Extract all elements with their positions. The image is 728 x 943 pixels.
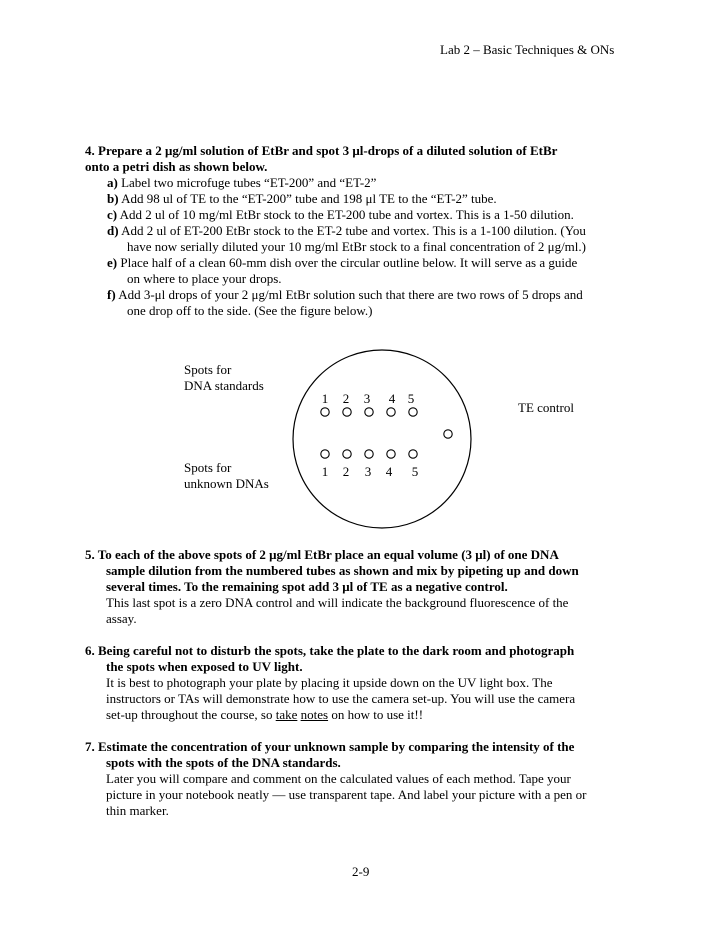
step7-line5: thin marker. — [106, 803, 169, 818]
standard-spot — [365, 408, 373, 416]
unknown-spot — [387, 450, 395, 458]
standards-label-line1: Spots for — [184, 362, 232, 377]
text-segment: on how to use it!! — [328, 707, 424, 722]
step6-line5 — [106, 707, 423, 723]
item-letter: a) — [107, 175, 118, 190]
step4-item-a — [107, 175, 376, 191]
unknown-spot — [365, 450, 373, 458]
item-letter: c) — [107, 207, 118, 222]
underlined-take: take — [275, 707, 298, 722]
standard-spot — [409, 408, 417, 416]
step7-line2: spots with the spots of the DNA standards. — [106, 755, 341, 770]
item-text: Add 3-μl drops of your 2 μg/ml EtBr solution such that there are two rows of 5 drops and — [115, 287, 583, 302]
step4-item-b — [107, 191, 497, 207]
standard-spot — [343, 408, 351, 416]
item-text: Add 98 ul of TE to the “ET-200” tube and 198 μl TE to the “ET-2” tube. — [118, 191, 497, 206]
step4-item-d — [107, 223, 586, 239]
text-segment: set-up throughout the course, so — [106, 707, 276, 722]
bottom-row-number: 3 — [364, 464, 372, 479]
standards-label-line2: DNA standards — [184, 378, 264, 393]
step5-line2: sample dilution from the numbered tubes as shown and mix by pipeting up and down — [106, 563, 579, 578]
petri-dish-outline — [293, 350, 471, 528]
item-text: Label two microfuge tubes “ET-200” and “ET-2” — [117, 175, 377, 190]
control-spot — [444, 430, 452, 438]
step4-item-f — [107, 287, 583, 303]
step4-heading-line1: 4. Prepare a 2 μg/ml solution of EtBr and spot 3 μl-drops of a diluted solution of EtBr — [85, 143, 558, 158]
step4-item-d-cont: have now serially diluted your 10 mg/ml EtBr stock to a final concentration of 2 μg/ml.) — [127, 239, 586, 254]
unknown-label-line2: unknown DNAs — [184, 476, 269, 491]
bottom-row-number: 4 — [385, 464, 393, 479]
standard-spot — [387, 408, 395, 416]
running-header: Lab 2 – Basic Techniques & ONs — [440, 42, 615, 57]
top-row-number: 4 — [388, 391, 396, 406]
item-letter: f) — [107, 287, 116, 302]
unknown-spot — [321, 450, 329, 458]
unknown-label-line1: Spots for — [184, 460, 232, 475]
te-control-label: TE control — [518, 400, 574, 415]
step6-line4: instructors or TAs will demonstrate how to use the camera set-up. You will use the camera — [106, 691, 576, 706]
step4-item-e-cont: on where to place your drops. — [127, 271, 282, 286]
step5-line3: several times. To the remaining spot add 3 μl of TE as a negative control. — [106, 579, 508, 594]
step4-heading-line2: onto a petri dish as shown below. — [85, 159, 268, 174]
step7-line1: 7. Estimate the concentration of your unknown sample by comparing the intensity of the — [85, 739, 575, 754]
item-text: Add 2 ul of 10 mg/ml EtBr stock to the ET-200 tube and vortex. This is a 1-50 dilution. — [117, 207, 574, 222]
bottom-row-number: 2 — [342, 464, 350, 479]
unknown-spot — [343, 450, 351, 458]
step5-line1: 5. To each of the above spots of 2 μg/ml EtBr place an equal volume (3 μl) of one DNA — [85, 547, 559, 562]
step5-line4: This last spot is a zero DNA control and will indicate the background fluorescence of the — [106, 595, 569, 610]
step7-line4: picture in your notebook neatly — use transparent tape. And label your picture with a pen or — [106, 787, 587, 802]
top-row-number: 2 — [342, 391, 350, 406]
item-letter: d) — [107, 223, 119, 238]
step4-item-c — [107, 207, 574, 223]
standard-spot — [321, 408, 329, 416]
bottom-row-number: 1 — [321, 464, 329, 479]
step6-line1: 6. Being careful not to disturb the spots, take the plate to the dark room and photograph — [85, 643, 575, 658]
step4-item-f-cont: one drop off to the side. (See the figure below.) — [127, 303, 373, 318]
item-text: Add 2 ul of ET-200 EtBr stock to the ET-2 tube and vortex. This is a 1-100 dilution. (You — [118, 223, 586, 238]
top-row-number: 1 — [321, 391, 329, 406]
underlined-notes: notes — [300, 707, 329, 722]
item-text: Place half of a clean 60-mm dish over the circular outline below. It will serve as a guide — [117, 255, 578, 270]
step6-line2: the spots when exposed to UV light. — [106, 659, 303, 674]
top-row-number: 3 — [363, 391, 371, 406]
step5-line5: assay. — [106, 611, 137, 626]
petri-dish-diagram — [290, 346, 480, 536]
step4-item-e — [107, 255, 577, 271]
bottom-row-number: 5 — [411, 464, 419, 479]
unknown-spot — [409, 450, 417, 458]
item-letter: e) — [107, 255, 118, 270]
step7-line3: Later you will compare and comment on the calculated values of each method. Tape your — [106, 771, 571, 786]
step6-line3: It is best to photograph your plate by placing it upside down on the UV light box. The — [106, 675, 553, 690]
item-letter: b) — [107, 191, 119, 206]
top-row-number: 5 — [407, 391, 415, 406]
page-number: 2-9 — [352, 864, 370, 879]
